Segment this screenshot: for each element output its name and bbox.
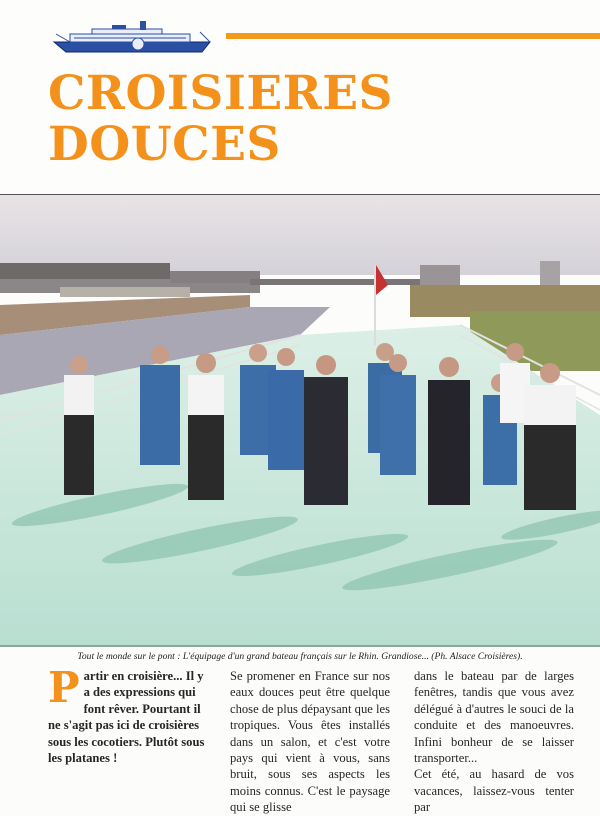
- headline-line-2: DOUCES: [48, 117, 281, 172]
- article-column-2: [230, 668, 390, 816]
- crew-photo: [0, 195, 600, 647]
- paddle-steamer-icon: [52, 20, 220, 56]
- column-3-paragraph-2: Cet été, au hasard de vos vacances, laissez-vous tenter par: [414, 767, 574, 815]
- photo-caption: Tout le monde sur le pont : L'équipage d'un grand bateau français sur le Rhin. Grandiose... (Ph. Alsace Croisières).: [77, 651, 523, 662]
- drop-cap: P: [48, 663, 80, 712]
- article-column-1: [48, 663, 210, 766]
- column-3-paragraph-1: dans le bateau par de larges fenêtres, tandis que vous avez délégué à d'autres le souci de la conduite et des manoeuvres. Infini bonheur de se laisser transporter...: [414, 669, 574, 766]
- intro-text: artir en croisière... Il y a des expressions qui font rêver. Pourtant il ne s'agit pas ici de croisières sous les cocotiers. Plutôt sous les platanes !: [48, 669, 205, 766]
- article-column-3: [414, 668, 574, 816]
- headline-line-1: CROISIERES: [48, 66, 393, 121]
- headline: [48, 68, 393, 170]
- header-rule: [226, 33, 600, 39]
- column-2-text: Se promener en France sur nos eaux douces peut être quelque chose de plus dépaysant que les tropiques. Vous êtes installés dans un salon, et c'est votre pays qui vient à vous, sans bruit, sous ses aspects les moins connus. C'est le paysage qui se glisse: [230, 669, 390, 815]
